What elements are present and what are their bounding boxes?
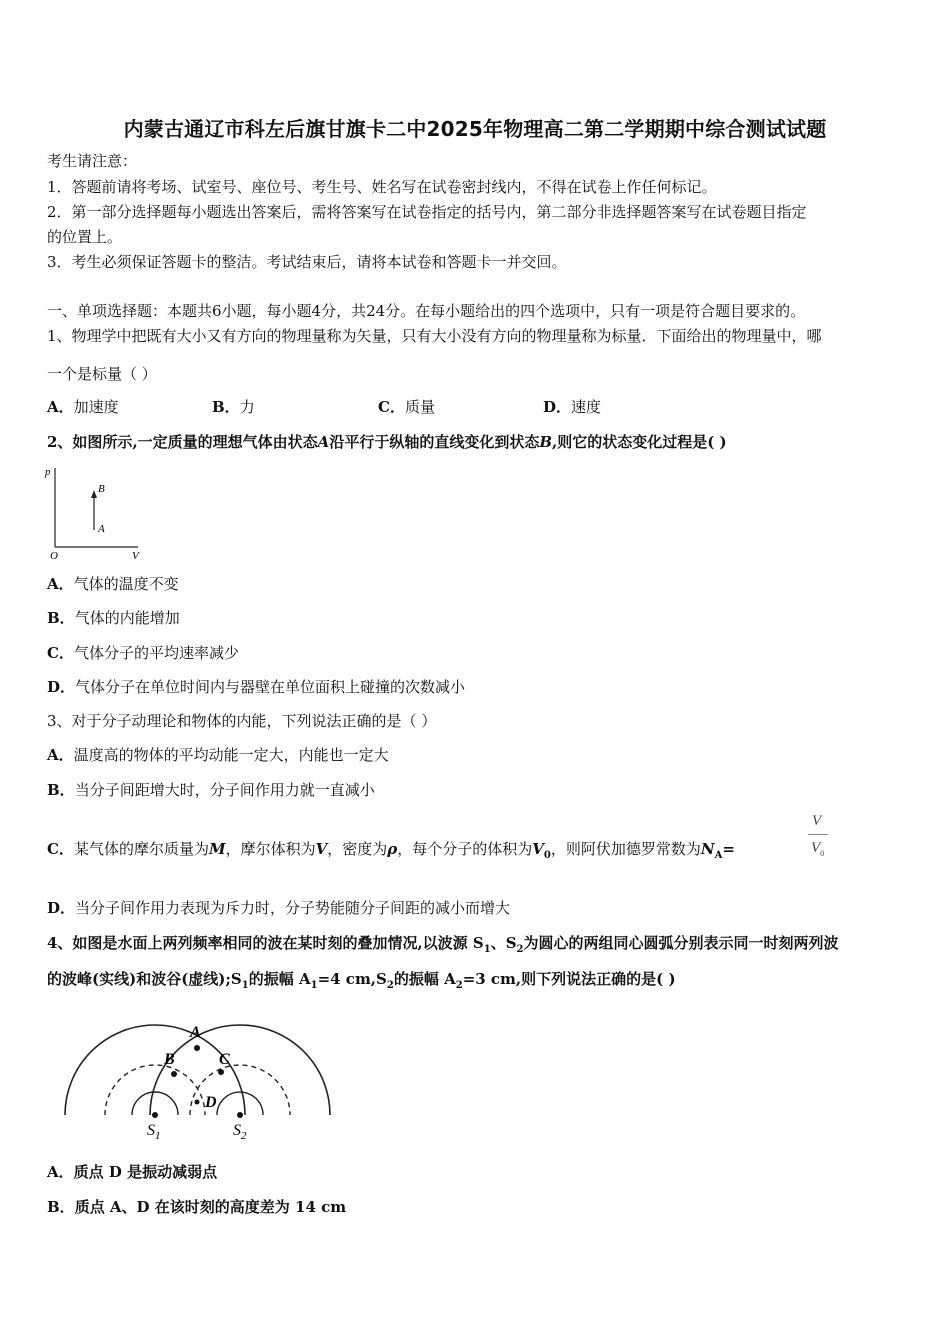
label-s2: $S_2$ bbox=[233, 1122, 247, 1142]
arrow-up-icon bbox=[91, 490, 97, 498]
notice-item: 1．答题前请将考场、试室号、座位号、考生号、姓名写在试卷密封线内，不得在试卷上作任何标记。 bbox=[47, 178, 717, 196]
q1-option-b: B．力 bbox=[212, 398, 255, 416]
q1-stem-cont: 一个是标量（ ） bbox=[47, 365, 157, 383]
s1-crest-inner bbox=[132, 1092, 178, 1115]
fraction-bar bbox=[808, 834, 828, 835]
p-label: p bbox=[45, 466, 51, 478]
q3-option-d: D．当分子间作用力表现为斥力时，分子势能随分子间距的减小而增大 bbox=[47, 899, 511, 917]
q4-stem: 4、如图是水面上两列频率相同的波在某时刻的叠加情况,以波源 $S_1$、$S_2$为圆心的两组同心圆弧分别表示同一时刻两列波 bbox=[47, 934, 839, 955]
exam-title: 内蒙古通辽市科左后旗甘旗卡二中2025年物理高二第二学期期中综合测试试题 bbox=[123, 117, 827, 141]
pv-diagram bbox=[40, 462, 150, 562]
state-a-label: A bbox=[98, 523, 105, 535]
fraction-numerator: V bbox=[812, 813, 822, 829]
q4-stem-cont: 的波峰(实线)和波谷(虚线)$;S_1$的振幅 $A_1=4$ $cm,S_2$的振幅 $A_2=3$ cm,则下列说法正确的是( ) bbox=[47, 970, 676, 991]
point-a bbox=[194, 1045, 200, 1051]
q2-option-c: C．气体分子的平均速率减少 bbox=[47, 644, 239, 662]
q1-option-c: C．质量 bbox=[378, 398, 435, 416]
label-b: B bbox=[164, 1051, 175, 1068]
q4-option-a: A．质点 D 是振动减弱点 bbox=[47, 1163, 218, 1181]
source-s1 bbox=[152, 1112, 158, 1118]
notice-item: 3．考生必须保证答题卡的整洁。考试结束后，请将本试卷和答题卡一并交回。 bbox=[47, 253, 567, 271]
label-d: D bbox=[205, 1094, 217, 1111]
q1-option-d: D．速度 bbox=[543, 398, 602, 416]
label-c: C bbox=[219, 1051, 230, 1068]
s2-crest-inner bbox=[217, 1092, 263, 1115]
label-s1: $S_1$ bbox=[147, 1122, 161, 1142]
q1-stem: 1、物理学中把既有大小又有方向的物理量称为矢量，只有大小没有方向的物理量称为标量．下面给出的物理量中，哪 bbox=[47, 327, 822, 345]
wave-interference-diagram bbox=[55, 1015, 335, 1150]
point-b bbox=[171, 1071, 177, 1077]
q3-option-c: C．某气体的摩尔质量为M，摩尔体积为V，密度为ρ，每个分子的体积为$V_0$，则阿伏加德罗常数为$N_A=$ bbox=[47, 840, 735, 861]
q3-stem: 3、对于分子动理论和物体的内能，下列说法正确的是（ ） bbox=[47, 712, 437, 730]
fraction-denominator: $V_0$ bbox=[811, 840, 825, 858]
v-label: V bbox=[132, 550, 139, 562]
notice-item: 的位置上。 bbox=[47, 228, 123, 246]
q4-option-b: B．质点 A、D 在该时刻的高度差为 14 cm bbox=[47, 1198, 347, 1216]
point-d bbox=[195, 1100, 200, 1105]
q2-option-b: B．气体的内能增加 bbox=[47, 609, 180, 627]
section-heading: 一、单项选择题：本题共6小题，每小题4分，共24分。在每小题给出的四个选项中，只有一项是符合题目要求的。 bbox=[47, 302, 806, 320]
notice-item: 2．第一部分选择题每小题选出答案后，需将答案写在试卷指定的括号内，第二部分非选择题答案写在试卷题目指定 bbox=[47, 203, 807, 221]
q2-stem: 2、如图所示,一定质量的理想气体由状态A沿平行于纵轴的直线变化到状态B,则它的状态变化过程是( ) bbox=[47, 433, 727, 451]
label-a: A bbox=[190, 1024, 201, 1041]
q2-option-a: A．气体的温度不变 bbox=[47, 575, 179, 593]
q2-option-d: D．气体分子在单位时间内与器壁在单位面积上碰撞的次数减小 bbox=[47, 678, 466, 696]
q3-option-b: B．当分子间距增大时，分子间作用力就一直减小 bbox=[47, 781, 375, 799]
point-c bbox=[218, 1069, 224, 1075]
q1-option-a: A．加速度 bbox=[47, 398, 119, 416]
notice-heading: 考生请注意： bbox=[47, 152, 138, 170]
source-s2 bbox=[237, 1112, 243, 1118]
s1-trough bbox=[105, 1065, 205, 1115]
q3-option-a: A．温度高的物体的平均动能一定大，内能也一定大 bbox=[47, 746, 389, 764]
state-b-label: B bbox=[98, 483, 105, 495]
origin-label: O bbox=[50, 550, 58, 562]
